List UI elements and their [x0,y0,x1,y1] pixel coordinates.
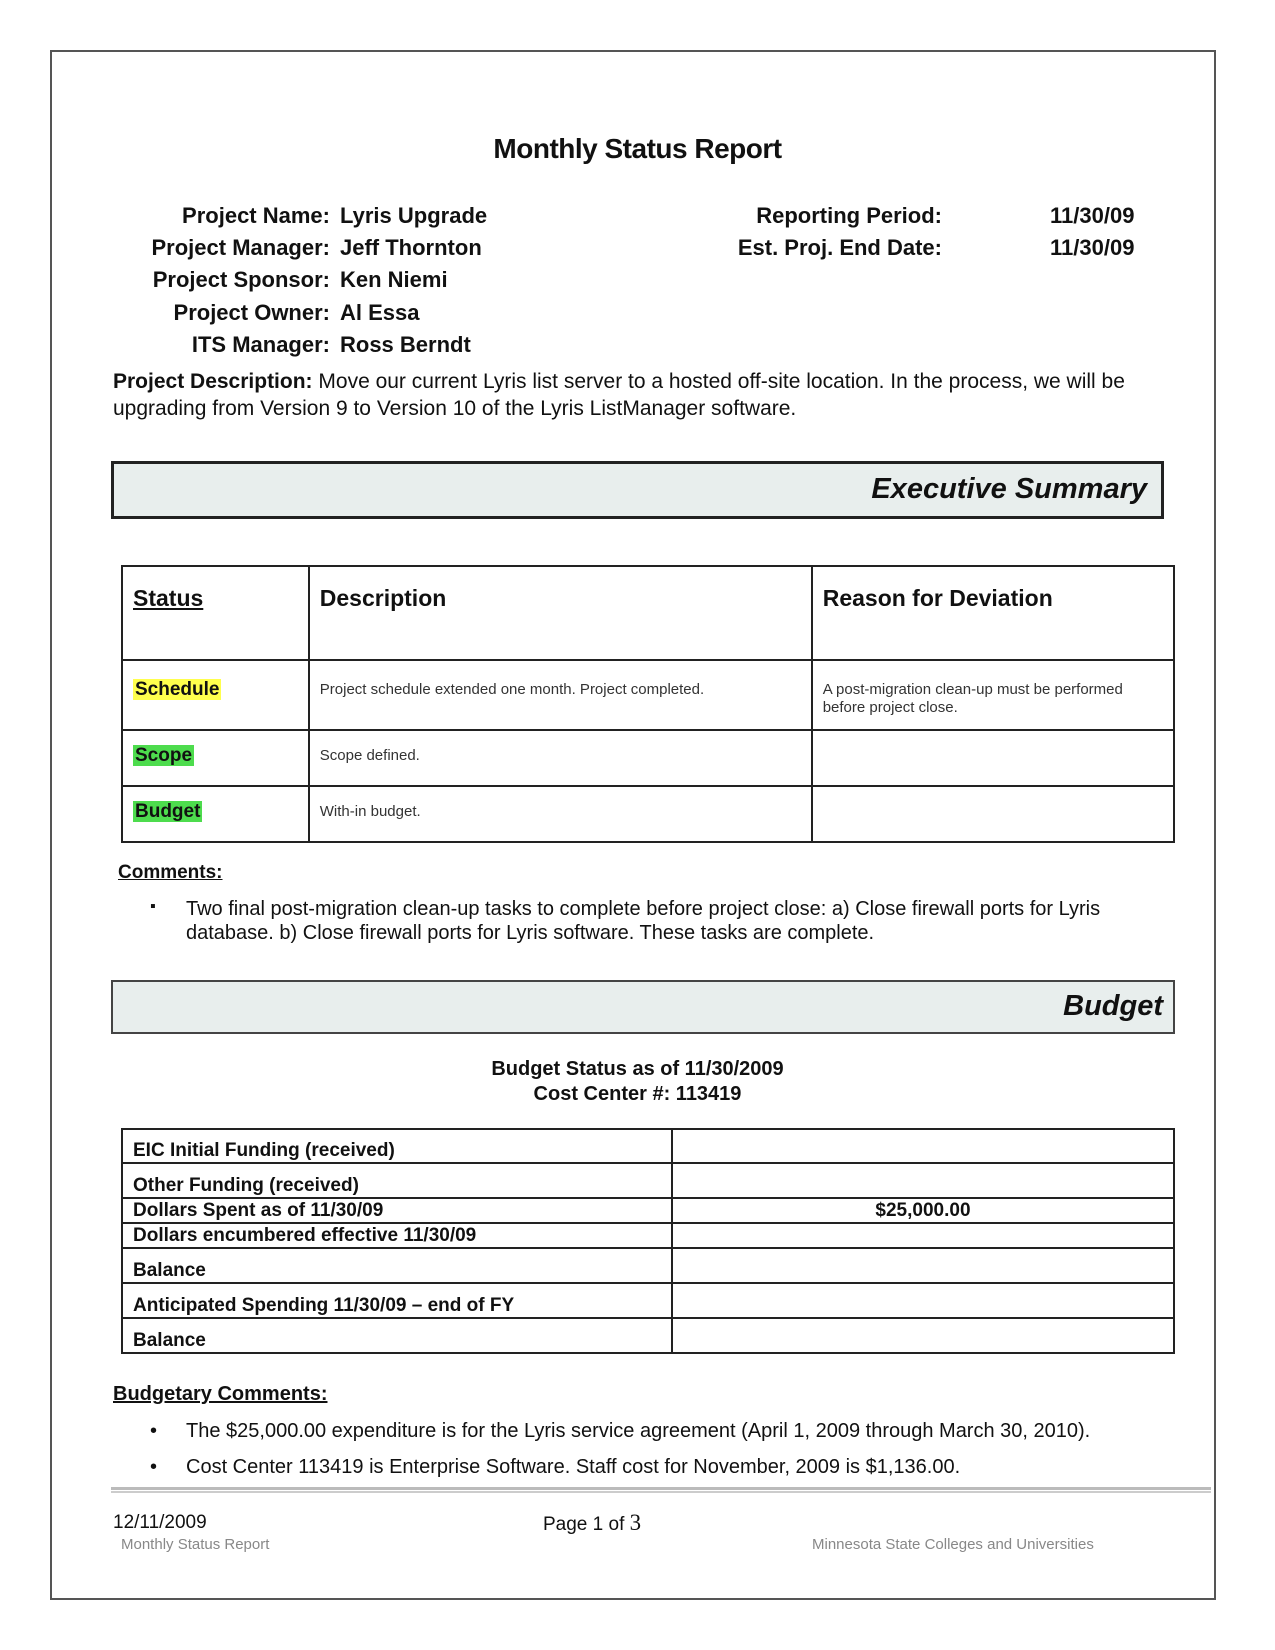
comment-bullet-icon: ▪ [150,898,156,915]
project-name-value: Lyris Upgrade [340,203,488,228]
budget-row [122,1163,1174,1198]
budget-table [121,1128,1175,1354]
footer-divider [111,1487,1211,1493]
budget-row-value [672,1283,1174,1318]
status-row-scope [122,730,1174,786]
budget-status-line: Budget Status as of 11/30/2009 [491,1058,784,1080]
project-manager-label: Project Manager: [151,235,330,260]
its-manager-value: Ross Berndt [340,332,471,357]
budget-row [122,1318,1174,1353]
footer-date: 12/11/2009 [113,1512,207,1533]
budget-row-value [672,1129,1174,1163]
footer-left-caption: Monthly Status Report [121,1536,270,1553]
bullet-icon: • [150,1456,158,1478]
budget-row-label: Other Funding (received) [122,1163,672,1198]
project-description-label: Project Description: [113,370,313,393]
project-sponsor-value: Ken Niemi [340,267,448,292]
status-schedule-description: Project schedule extended one month. Project completed. [309,660,812,730]
budgetary-comments-heading: Budgetary Comments: [113,1383,328,1405]
comments-heading: Comments: [118,862,223,883]
budget-row [122,1248,1174,1283]
budget-row-label: Anticipated Spending 11/30/09 – end of FY [122,1283,672,1318]
budget-row [122,1129,1174,1163]
budget-row-label: EIC Initial Funding (received) [122,1129,672,1163]
cost-center-line: Cost Center #: 113419 [533,1083,742,1105]
budget-row-value [672,1163,1174,1198]
status-scope-reason [812,730,1174,786]
bullet-icon: • [150,1420,158,1442]
comment-text: Two final post-migration clean-up tasks to complete before project close: a) Close firewall ports for Lyris database. b) Close firewall ports for Lyris software. These tasks are complete. [186,898,1101,944]
status-table [121,565,1175,843]
project-owner-value: Al Essa [340,300,420,325]
report-title: Monthly Status Report [493,133,782,164]
its-manager-label: ITS Manager: [191,332,330,357]
status-schedule-label: Schedule [135,679,220,700]
budgetary-comment-text: The $25,000.00 expenditure is for the Lyris service agreement (April 1, 2009 through March 30, 2010). [186,1420,1091,1442]
budget-row-value [672,1223,1174,1248]
status-budget-description: With-in budget. [309,786,812,842]
budget-row [122,1198,1174,1223]
project-sponsor-label: Project Sponsor: [152,267,330,292]
status-budget-reason [812,786,1174,842]
reporting-period-value: 11/30/09 [1050,203,1135,228]
status-scope-description: Scope defined. [309,730,812,786]
project-manager-value: Jeff Thornton [340,235,482,260]
project-description-text: Move our current Lyris list server to a hosted off-site location. In the process, we will be upgrading from Version 9 to Version 10 of the Lyris ListManager software. [113,370,1125,420]
budget-row-label: Balance [122,1248,672,1283]
column-header-description: Description [309,566,812,660]
status-row-budget [122,786,1174,842]
executive-summary-heading: Executive Summary [111,461,1164,519]
footer-right-caption: Minnesota State Colleges and Universities [812,1536,1094,1553]
footer-page-number [543,1510,641,1536]
budget-row-label: Dollars Spent as of 11/30/09 [122,1198,672,1223]
end-date-label: Est. Proj. End Date: [737,235,942,260]
status-schedule-reason: A post-migration clean-up must be performed before project close. [812,660,1174,730]
project-name-label: Project Name: [182,203,330,228]
footer-page-total: 3 [629,1510,642,1535]
status-budget-label: Budget [135,801,201,822]
status-table-header [122,566,1174,660]
budgetary-comment-text: Cost Center 113419 is Enterprise Software. Staff cost for November, 2009 is $1,136.00. [186,1456,961,1478]
status-row-schedule [122,660,1174,730]
project-description [113,368,1163,422]
budget-row-value [672,1318,1174,1353]
column-header-reason: Reason for Deviation [812,566,1174,660]
budget-section-heading: Budget [111,980,1175,1034]
budget-row-label: Balance [122,1318,672,1353]
budget-row-value [672,1248,1174,1283]
budget-row-value: $25,000.00 [672,1198,1174,1223]
budget-status-heading [0,1057,1275,1107]
footer-page-prefix: Page 1 of [543,1514,630,1535]
budget-row [122,1223,1174,1248]
budget-row [122,1283,1174,1318]
project-owner-label: Project Owner: [173,300,330,325]
reporting-period-label: Reporting Period: [756,203,942,228]
budget-row-label: Dollars encumbered effective 11/30/09 [122,1223,672,1248]
status-scope-label: Scope [135,745,193,766]
end-date-value: 11/30/09 [1050,235,1135,260]
column-header-status: Status [122,566,309,660]
